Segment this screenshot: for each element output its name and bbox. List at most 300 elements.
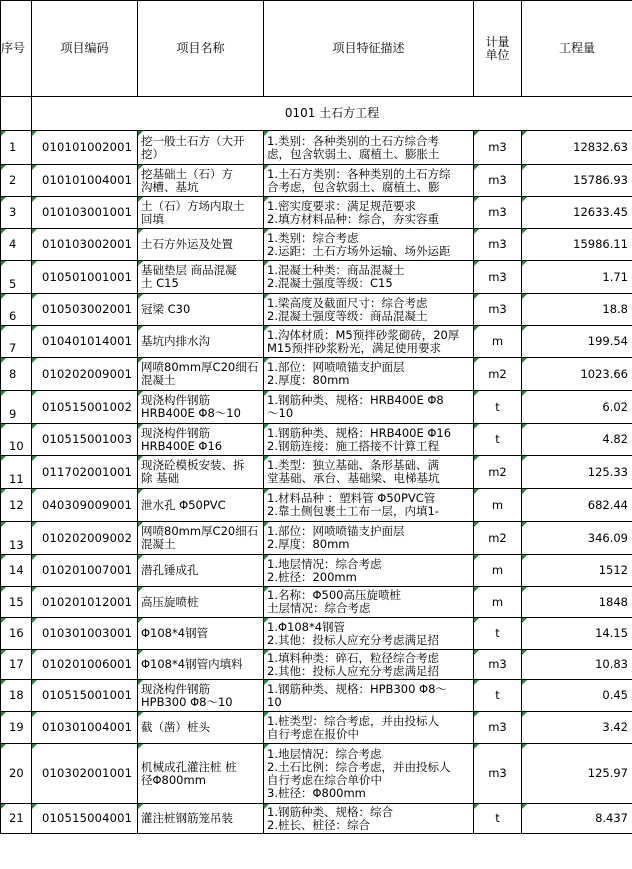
item-description	[264, 712, 474, 744]
header-no: 序号	[1, 1, 32, 97]
cell-comment-marker-icon	[474, 744, 479, 749]
item-quantity: 0.45	[522, 680, 632, 712]
cell-comment-marker-icon	[32, 358, 37, 363]
item-unit: m3	[474, 131, 522, 165]
item-description-line: 1.土石方类别：各种类别的土石方综	[267, 167, 451, 181]
cell-comment-marker-icon	[32, 489, 37, 494]
cell-comment-marker-icon	[138, 165, 143, 170]
cell-comment-marker-icon	[1, 555, 6, 560]
item-name-line: 混凝土	[141, 374, 176, 387]
cell-comment-marker-icon	[522, 650, 527, 655]
cell-comment-marker-icon	[522, 456, 527, 461]
table-row	[1, 680, 632, 712]
cell-comment-marker-icon	[522, 587, 527, 592]
item-description-line: 2.厚度：80mm	[267, 374, 350, 387]
item-name	[138, 229, 264, 261]
item-description-line: 3.桩径：Φ800mm	[267, 786, 366, 800]
cell-comment-marker-icon	[32, 618, 37, 623]
cell-comment-marker-icon	[138, 358, 143, 363]
item-description	[264, 804, 474, 834]
item-code: 040309009001	[32, 489, 138, 522]
item-description-line: 2.钢筋连接：施工搭接不计算工程	[267, 439, 439, 453]
item-description-line: 1.地层情况：综合考虑	[267, 747, 382, 761]
item-quantity: 125.97	[522, 744, 632, 804]
cell-comment-marker-icon	[474, 424, 479, 429]
cell-comment-marker-icon	[264, 650, 269, 655]
cell-comment-marker-icon	[522, 197, 527, 202]
item-name	[138, 358, 264, 391]
item-description-line: 虑，包含软弱土、腐植土、膨胀土	[267, 147, 440, 161]
item-quantity: 682.44	[522, 489, 632, 522]
item-code: 010301003001	[32, 618, 138, 650]
row-number: 3	[1, 197, 32, 229]
table-row	[1, 131, 632, 165]
item-quantity: 1848	[522, 587, 632, 618]
item-unit: m3	[474, 744, 522, 804]
cell-comment-marker-icon	[522, 391, 527, 396]
item-quantity: 18.8	[522, 294, 632, 326]
item-name	[138, 555, 264, 587]
cell-comment-marker-icon	[138, 424, 143, 429]
item-description	[264, 618, 474, 650]
item-name	[138, 326, 264, 358]
item-description	[264, 680, 474, 712]
cell-comment-marker-icon	[32, 229, 37, 234]
item-name-line: HRB400E Φ8～10	[141, 407, 241, 420]
item-code: 010515001003	[32, 424, 138, 456]
table-row	[1, 197, 632, 229]
item-quantity: 199.54	[522, 326, 632, 358]
cell-comment-marker-icon	[1, 165, 6, 170]
cell-comment-marker-icon	[1, 744, 6, 749]
cell-comment-marker-icon	[522, 261, 527, 266]
cell-comment-marker-icon	[32, 261, 37, 266]
item-name	[138, 197, 264, 229]
cell-comment-marker-icon	[264, 261, 269, 266]
section-title: 0101 土石方工程	[32, 97, 632, 131]
item-description	[264, 229, 474, 261]
cell-comment-marker-icon	[474, 165, 479, 170]
cell-comment-marker-icon	[32, 555, 37, 560]
cell-comment-marker-icon	[1, 680, 6, 685]
item-name-line: 网喷80mm厚C20细石	[141, 361, 259, 374]
item-code: 010201006001	[32, 650, 138, 680]
item-description	[264, 326, 474, 358]
row-number: 16	[1, 618, 32, 650]
cell-comment-marker-icon	[138, 555, 143, 560]
item-description	[264, 358, 474, 391]
cell-comment-marker-icon	[32, 131, 37, 136]
table-row	[1, 294, 632, 326]
item-code: 010202009002	[32, 522, 138, 555]
cell-comment-marker-icon	[32, 456, 37, 461]
item-quantity: 12832.63	[522, 131, 632, 165]
item-name-line: Φ108*4钢管内填料	[141, 658, 243, 671]
cell-comment-marker-icon	[1, 618, 6, 623]
cell-comment-marker-icon	[32, 197, 37, 202]
item-unit: m3	[474, 229, 522, 261]
item-name-line: 现浇构件钢筋	[141, 682, 210, 696]
cell-comment-marker-icon	[522, 555, 527, 560]
header-qty: 工程量	[522, 1, 632, 97]
table-row	[1, 489, 632, 522]
item-code: 011702001001	[32, 456, 138, 489]
item-code: 010302001001	[32, 744, 138, 804]
item-description-line: 1.类别：各种类别的土石方综合考	[267, 134, 439, 148]
cell-comment-marker-icon	[32, 326, 37, 331]
item-unit: m3	[474, 294, 522, 326]
cell-comment-marker-icon	[1, 229, 6, 234]
cell-comment-marker-icon	[1, 326, 6, 331]
item-name-line: 泄水孔 Φ50PVC	[141, 498, 226, 512]
cell-comment-marker-icon	[32, 804, 37, 809]
table-row	[1, 261, 632, 294]
item-description-line: 2.运距：土石方场外运输、场外运距	[267, 244, 451, 258]
item-name	[138, 680, 264, 712]
row-number: 20	[1, 744, 32, 804]
item-description-line: 2.桩长、桩径：综合	[267, 818, 370, 832]
table-row	[1, 618, 632, 650]
cell-comment-marker-icon	[264, 555, 269, 560]
item-code: 010501001001	[32, 261, 138, 294]
cell-comment-marker-icon	[32, 650, 37, 655]
item-name-line: 挖一般土石方（大开	[141, 134, 245, 148]
item-unit: m3	[474, 165, 522, 197]
row-number: 5	[1, 261, 32, 294]
item-quantity: 15986.11	[522, 229, 632, 261]
item-name-line: 基坑内排水沟	[141, 335, 210, 348]
item-description-line: 1.钢筋种类、规格：综合	[267, 805, 393, 819]
item-description-line: 1.密实度要求：满足规范要求	[267, 199, 416, 213]
item-code: 010202009001	[32, 358, 138, 391]
item-name-line: 基础垫层 商品混凝	[141, 264, 237, 277]
cell-comment-marker-icon	[474, 358, 479, 363]
item-name-line: 回填	[141, 212, 164, 226]
item-quantity: 8.437	[522, 804, 632, 834]
item-description-line: 自行考虑在综合单价中	[267, 773, 382, 787]
item-unit: t	[474, 424, 522, 456]
item-code: 010101002001	[32, 131, 138, 165]
cell-comment-marker-icon	[474, 650, 479, 655]
item-name-line: 潜孔锤成孔	[141, 564, 199, 577]
table-row	[1, 522, 632, 555]
item-description-line: 1.钢筋种类、规格：HRB400E Φ16	[267, 426, 452, 440]
cell-comment-marker-icon	[138, 522, 143, 527]
cell-comment-marker-icon	[522, 804, 527, 809]
cell-comment-marker-icon	[138, 744, 143, 749]
cell-comment-marker-icon	[264, 618, 269, 623]
row-number: 21	[1, 804, 32, 834]
item-quantity: 1512	[522, 555, 632, 587]
item-name-line: 土（石）方场内取土	[141, 199, 245, 213]
item-name-line: 机械成孔灌注桩 桩	[141, 760, 237, 774]
cell-comment-marker-icon	[1, 804, 6, 809]
item-name	[138, 424, 264, 456]
item-unit: t	[474, 618, 522, 650]
table-row	[1, 456, 632, 489]
item-description	[264, 197, 474, 229]
item-quantity: 12633.45	[522, 197, 632, 229]
item-description	[264, 261, 474, 294]
item-name-line: HPB300 Φ8～10	[141, 695, 233, 709]
cell-comment-marker-icon	[474, 555, 479, 560]
item-code: 010301004001	[32, 712, 138, 744]
item-description	[264, 555, 474, 587]
cell-comment-marker-icon	[264, 587, 269, 592]
row-number: 18	[1, 680, 32, 712]
item-name	[138, 261, 264, 294]
item-description-line: 1.地层情况：综合考虑	[267, 557, 382, 571]
row-number: 13	[1, 522, 32, 555]
item-name	[138, 294, 264, 326]
cell-comment-marker-icon	[522, 326, 527, 331]
item-description	[264, 294, 474, 326]
cell-comment-marker-icon	[474, 326, 479, 331]
cell-comment-marker-icon	[264, 522, 269, 527]
item-description-line: 2.土石比例：综合考虑，并由投标人	[267, 760, 451, 774]
item-quantity: 125.33	[522, 456, 632, 489]
item-description-line: 1.桩类型：综合考虑，并由投标人	[267, 714, 439, 728]
item-code: 010515001001	[32, 680, 138, 712]
table-row	[1, 744, 632, 804]
item-description-line: 2.混凝土强度等级：C15	[267, 277, 393, 290]
item-description-line: ～10	[267, 407, 294, 420]
item-description-line: M15预拌砂浆粉光，满足使用要求	[267, 341, 442, 355]
table-row	[1, 358, 632, 391]
item-name-line: 灌注桩钢筋笼吊装	[141, 812, 233, 825]
table-row	[1, 424, 632, 456]
cell-comment-marker-icon	[32, 712, 37, 717]
cell-comment-marker-icon	[1, 358, 6, 363]
cell-comment-marker-icon	[1, 489, 6, 494]
row-number: 15	[1, 587, 32, 618]
item-description-line: 土层情况：综合考虑	[267, 602, 371, 615]
cell-comment-marker-icon	[522, 522, 527, 527]
cell-comment-marker-icon	[264, 489, 269, 494]
table-row	[1, 712, 632, 744]
table-row	[1, 587, 632, 618]
item-description	[264, 587, 474, 618]
item-unit: m3	[474, 197, 522, 229]
item-name-line: 混凝土	[141, 538, 176, 551]
item-name	[138, 131, 264, 165]
item-description-line: 1.混凝土种类：商品混凝土	[267, 264, 405, 277]
item-code: 010103001001	[32, 197, 138, 229]
cell-comment-marker-icon	[474, 456, 479, 461]
cell-comment-marker-icon	[522, 229, 527, 234]
item-description-line: 1.填料种类：碎石，粒径综合考虑	[267, 651, 439, 665]
item-unit: m3	[474, 650, 522, 680]
cell-comment-marker-icon	[474, 712, 479, 717]
cell-comment-marker-icon	[522, 358, 527, 363]
item-name	[138, 744, 264, 804]
item-name-line: 高压旋喷桩	[141, 595, 199, 609]
cell-comment-marker-icon	[264, 744, 269, 749]
item-unit: t	[474, 391, 522, 424]
item-name	[138, 165, 264, 197]
cell-comment-marker-icon	[138, 229, 143, 234]
cell-comment-marker-icon	[32, 391, 37, 396]
header-unit-line1: 计量	[485, 35, 510, 49]
cell-comment-marker-icon	[32, 294, 37, 299]
header-name: 项目名称	[138, 1, 264, 97]
item-description-line: 堂基础、承台、基础梁、电梯基坑	[267, 472, 440, 485]
item-description-line: 1.部位：网喷喷锚支护面层	[267, 525, 405, 538]
item-unit: t	[474, 680, 522, 712]
cell-comment-marker-icon	[1, 294, 6, 299]
item-name-line: 土 C15	[141, 277, 179, 290]
cell-comment-marker-icon	[264, 424, 269, 429]
item-quantity: 15786.93	[522, 165, 632, 197]
item-description-line: 自行考虑在报价中	[267, 727, 359, 741]
item-description-line: 1.梁高度及截面尺寸：综合考虑	[267, 296, 428, 310]
item-description-line: 2.填方材料品种：综合，夯实容重	[267, 212, 439, 226]
cell-comment-marker-icon	[138, 131, 143, 136]
item-quantity: 6.02	[522, 391, 632, 424]
item-code: 010515001002	[32, 391, 138, 424]
cell-comment-marker-icon	[32, 424, 37, 429]
cell-comment-marker-icon	[1, 391, 6, 396]
table-row	[1, 391, 632, 424]
item-name-line: 挖）	[141, 147, 164, 161]
cell-comment-marker-icon	[32, 680, 37, 685]
item-description-line: 2.混凝土强度等级：商品混凝土	[267, 309, 428, 323]
cell-comment-marker-icon	[474, 618, 479, 623]
row-number: 4	[1, 229, 32, 261]
cell-comment-marker-icon	[138, 456, 143, 461]
table-row	[1, 555, 632, 587]
cell-comment-marker-icon	[1, 261, 6, 266]
item-unit: t	[474, 804, 522, 834]
item-description-line: 合考虑，包含软弱土、腐植土、膨	[267, 180, 440, 194]
item-quantity: 346.09	[522, 522, 632, 555]
header-unit-line2: 单位	[485, 48, 510, 62]
cell-comment-marker-icon	[264, 712, 269, 717]
row-number: 19	[1, 712, 32, 744]
cell-comment-marker-icon	[1, 456, 6, 461]
cell-comment-marker-icon	[1, 587, 6, 592]
item-unit: m3	[474, 712, 522, 744]
cell-comment-marker-icon	[474, 131, 479, 136]
section-row	[1, 97, 632, 131]
cell-comment-marker-icon	[138, 391, 143, 396]
table-row	[1, 326, 632, 358]
item-unit: m2	[474, 522, 522, 555]
cell-comment-marker-icon	[1, 712, 6, 717]
cell-comment-marker-icon	[474, 229, 479, 234]
header-unit	[474, 1, 522, 97]
item-description-line: 2.厚度：80mm	[267, 538, 350, 551]
item-unit: m	[474, 555, 522, 587]
item-name-line: 径Φ800mm	[141, 773, 206, 787]
cell-comment-marker-icon	[264, 804, 269, 809]
item-unit: m2	[474, 456, 522, 489]
item-name-line: 网喷80mm厚C20细石	[141, 525, 259, 538]
cell-comment-marker-icon	[264, 358, 269, 363]
cell-comment-marker-icon	[1, 197, 6, 202]
cell-comment-marker-icon	[138, 618, 143, 623]
item-description-line: 1.部位：网喷喷锚支护面层	[267, 361, 405, 374]
table-row	[1, 804, 632, 834]
item-name-line: 土石方外运及处置	[141, 238, 233, 251]
item-description	[264, 522, 474, 555]
cell-comment-marker-icon	[32, 165, 37, 170]
item-name-line: 现浇构件钢筋	[141, 394, 210, 407]
cell-comment-marker-icon	[522, 489, 527, 494]
cell-comment-marker-icon	[32, 587, 37, 592]
item-unit: m2	[474, 358, 522, 391]
item-code: 010515004001	[32, 804, 138, 834]
item-name	[138, 456, 264, 489]
item-quantity: 10.83	[522, 650, 632, 680]
cell-comment-marker-icon	[474, 261, 479, 266]
item-unit: m3	[474, 261, 522, 294]
item-quantity: 14.15	[522, 618, 632, 650]
cell-comment-marker-icon	[474, 587, 479, 592]
item-description-line: 2.其他：投标人应充分考虑满足招	[267, 664, 439, 678]
table-row	[1, 650, 632, 680]
row-number: 7	[1, 326, 32, 358]
item-name-line: 截（凿）桩头	[141, 721, 210, 734]
item-unit: m	[474, 587, 522, 618]
item-unit: m	[474, 326, 522, 358]
cell-comment-marker-icon	[138, 326, 143, 331]
table-row	[1, 165, 632, 197]
cell-comment-marker-icon	[32, 744, 37, 749]
row-number: 11	[1, 456, 32, 489]
item-name-line: Φ108*4钢管	[141, 627, 209, 640]
item-unit: m	[474, 489, 522, 522]
item-description-line: 2.其他：投标人应充分考虑满足招	[267, 633, 439, 647]
cell-comment-marker-icon	[264, 456, 269, 461]
item-name	[138, 804, 264, 834]
cell-comment-marker-icon	[138, 712, 143, 717]
cell-comment-marker-icon	[474, 522, 479, 527]
cell-comment-marker-icon	[474, 804, 479, 809]
item-quantity: 4.82	[522, 424, 632, 456]
cell-comment-marker-icon	[138, 197, 143, 202]
row-number: 12	[1, 489, 32, 522]
cell-comment-marker-icon	[474, 680, 479, 685]
item-name	[138, 522, 264, 555]
item-description-line: 10	[267, 695, 282, 709]
item-name-line: 现浇构件钢筋	[141, 426, 210, 440]
cell-comment-marker-icon	[138, 587, 143, 592]
cell-comment-marker-icon	[264, 326, 269, 331]
item-description-line: 1.钢筋种类、规格：HRB400E Φ8	[267, 394, 444, 407]
cell-comment-marker-icon	[264, 294, 269, 299]
header-row	[1, 1, 632, 97]
cell-comment-marker-icon	[522, 424, 527, 429]
cell-comment-marker-icon	[1, 522, 6, 527]
cell-comment-marker-icon	[522, 165, 527, 170]
cell-comment-marker-icon	[1, 650, 6, 655]
item-description-line: 1.Φ108*4钢管	[267, 620, 346, 634]
item-name-line: 沟槽、基坑	[141, 180, 199, 194]
row-number: 14	[1, 555, 32, 587]
item-name-line: 现浇砼模板安装、拆	[141, 459, 245, 472]
header-desc: 项目特征描述	[264, 1, 474, 97]
cell-comment-marker-icon	[522, 680, 527, 685]
cell-comment-marker-icon	[264, 197, 269, 202]
item-quantity: 1.71	[522, 261, 632, 294]
item-quantity: 3.42	[522, 712, 632, 744]
item-name-line: 除 基础	[141, 472, 180, 485]
item-code: 010201007001	[32, 555, 138, 587]
item-description	[264, 165, 474, 197]
item-description	[264, 456, 474, 489]
row-number: 17	[1, 650, 32, 680]
